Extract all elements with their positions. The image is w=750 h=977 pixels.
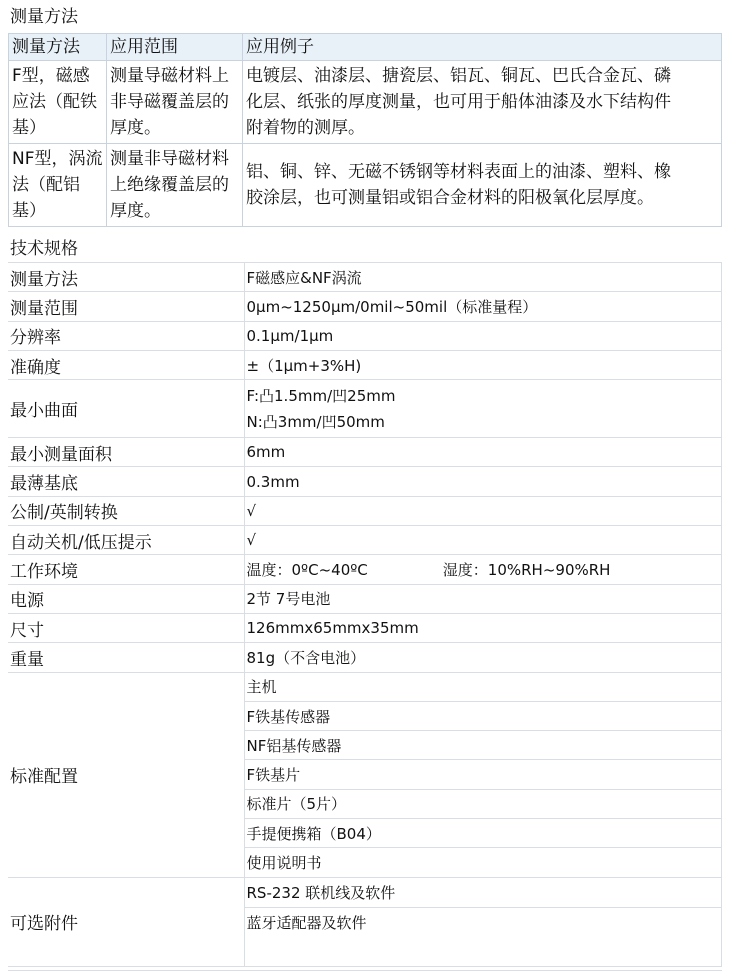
spec-label: 标准配置: [8, 672, 244, 877]
spec-row: [8, 292, 722, 321]
config-item: F铁基片: [244, 760, 722, 789]
scope-line: 非导磁覆盖层的: [110, 92, 229, 112]
spec-row: [8, 263, 722, 292]
examples-line: 化层、纸张的厚度测量，也可用于船体油漆及水下结构件: [246, 92, 671, 112]
method-line: NF型，涡流: [12, 149, 103, 169]
spec-value: 0.3mm: [244, 467, 722, 496]
methods-header-row: [9, 34, 722, 61]
spec-row: [8, 526, 722, 555]
spec-label: 公制/英制转换: [8, 496, 244, 525]
spec-row: [8, 467, 722, 496]
spec-row: [8, 613, 722, 642]
spec-row: [8, 496, 722, 525]
header-method: 测量方法: [9, 34, 107, 61]
scope-line: 厚度。: [110, 118, 161, 138]
spec-value: 81g（不含电池）: [244, 643, 722, 672]
spec-value: 126mmx65mmx35mm: [244, 613, 722, 642]
spec-label: 最小曲面: [8, 380, 244, 438]
spec-label: 电源: [8, 584, 244, 613]
methods-section-title: 测量方法: [10, 7, 78, 27]
spec-row: [8, 555, 722, 584]
methods-table: [8, 33, 722, 227]
examples-cell: [243, 144, 722, 227]
spec-value: 2节 7号电池: [244, 584, 722, 613]
scope-cell: [107, 144, 243, 227]
method-line: 基）: [12, 118, 46, 138]
spec-row: [8, 584, 722, 613]
spec-label: 尺寸: [8, 613, 244, 642]
method-line: 法（配铝: [12, 175, 80, 195]
method-line: F型，磁感: [12, 66, 90, 86]
config-item: 标准片（5片）: [244, 789, 722, 818]
specs-section-title: 技术规格: [10, 239, 78, 259]
scope-line: 上绝缘覆盖层的: [110, 175, 229, 195]
spec-label: 准确度: [8, 350, 244, 379]
humidity-value: 湿度：10%RH~90%RH: [442, 561, 611, 580]
methods-row-nf: [9, 144, 722, 227]
examples-line: 附着物的测厚。: [246, 118, 365, 138]
spec-label: 重量: [8, 643, 244, 672]
examples-line: 胶涂层，也可测量铝或铝合金材料的阳极氧化层厚度。: [246, 188, 654, 208]
spec-label: 自动关机/低压提示: [8, 526, 244, 555]
examples-line: 铝、铜、锌、无磁不锈钢等材料表面上的油漆、塑料、橡: [246, 162, 671, 182]
scope-cell: [107, 61, 243, 144]
curve-line-f: F:凸1.5mm/凹25mm: [246, 386, 396, 405]
curve-line-n: N:凸3mm/凹50mm: [246, 412, 385, 431]
bottom-rule: [8, 970, 722, 971]
examples-cell: [243, 61, 722, 144]
spec-value: F磁感应&NF涡流: [244, 263, 722, 292]
config-item: 使用说明书: [244, 848, 722, 877]
spec-value: 6mm: [244, 438, 722, 467]
spec-row: [8, 877, 722, 907]
spec-label: 最小测量面积: [8, 438, 244, 467]
header-scope: 应用范围: [107, 34, 243, 61]
spec-row: [8, 672, 722, 701]
examples-line: 电镀层、油漆层、搪瓷层、铝瓦、铜瓦、巴氏合金瓦、磷: [246, 66, 671, 86]
spec-row: [8, 321, 722, 350]
spec-label: 可选附件: [8, 877, 244, 966]
method-line: 应法（配铁: [12, 92, 97, 112]
spec-value: ±（1μm+3%H): [244, 350, 722, 379]
scope-line: 厚度。: [110, 201, 161, 221]
config-item: 主机: [244, 672, 722, 701]
spec-value: √: [244, 526, 722, 555]
spec-label: 测量方法: [8, 263, 244, 292]
spec-label: 工作环境: [8, 555, 244, 584]
spec-label: 最薄基底: [8, 467, 244, 496]
method-cell: [9, 144, 107, 227]
spec-value: √: [244, 496, 722, 525]
config-item: NF铝基传感器: [244, 731, 722, 760]
spec-value: [244, 555, 722, 584]
spec-row: [8, 380, 722, 438]
temperature-value: 温度：0ºC~40ºC: [246, 561, 368, 580]
method-cell: [9, 61, 107, 144]
scope-line: 测量导磁材料上: [110, 66, 229, 86]
optional-item: 蓝牙适配器及软件: [244, 907, 722, 966]
specs-table: [8, 262, 722, 967]
methods-row-f: [9, 61, 722, 144]
spec-label: 测量范围: [8, 292, 244, 321]
optional-item: RS-232 联机线及软件: [244, 877, 722, 907]
config-item: 手提便携箱（B04）: [244, 819, 722, 848]
spec-row: [8, 643, 722, 672]
spec-value: 0.1μm/1μm: [244, 321, 722, 350]
header-examples: 应用例子: [243, 34, 722, 61]
method-line: 基）: [12, 201, 46, 221]
spec-row: [8, 350, 722, 379]
spec-label: 分辨率: [8, 321, 244, 350]
config-item: F铁基传感器: [244, 701, 722, 730]
spec-value: [244, 380, 722, 438]
spec-value: 0μm~1250μm/0mil~50mil（标准量程）: [244, 292, 722, 321]
spec-row: [8, 438, 722, 467]
scope-line: 测量非导磁材料: [110, 149, 229, 169]
